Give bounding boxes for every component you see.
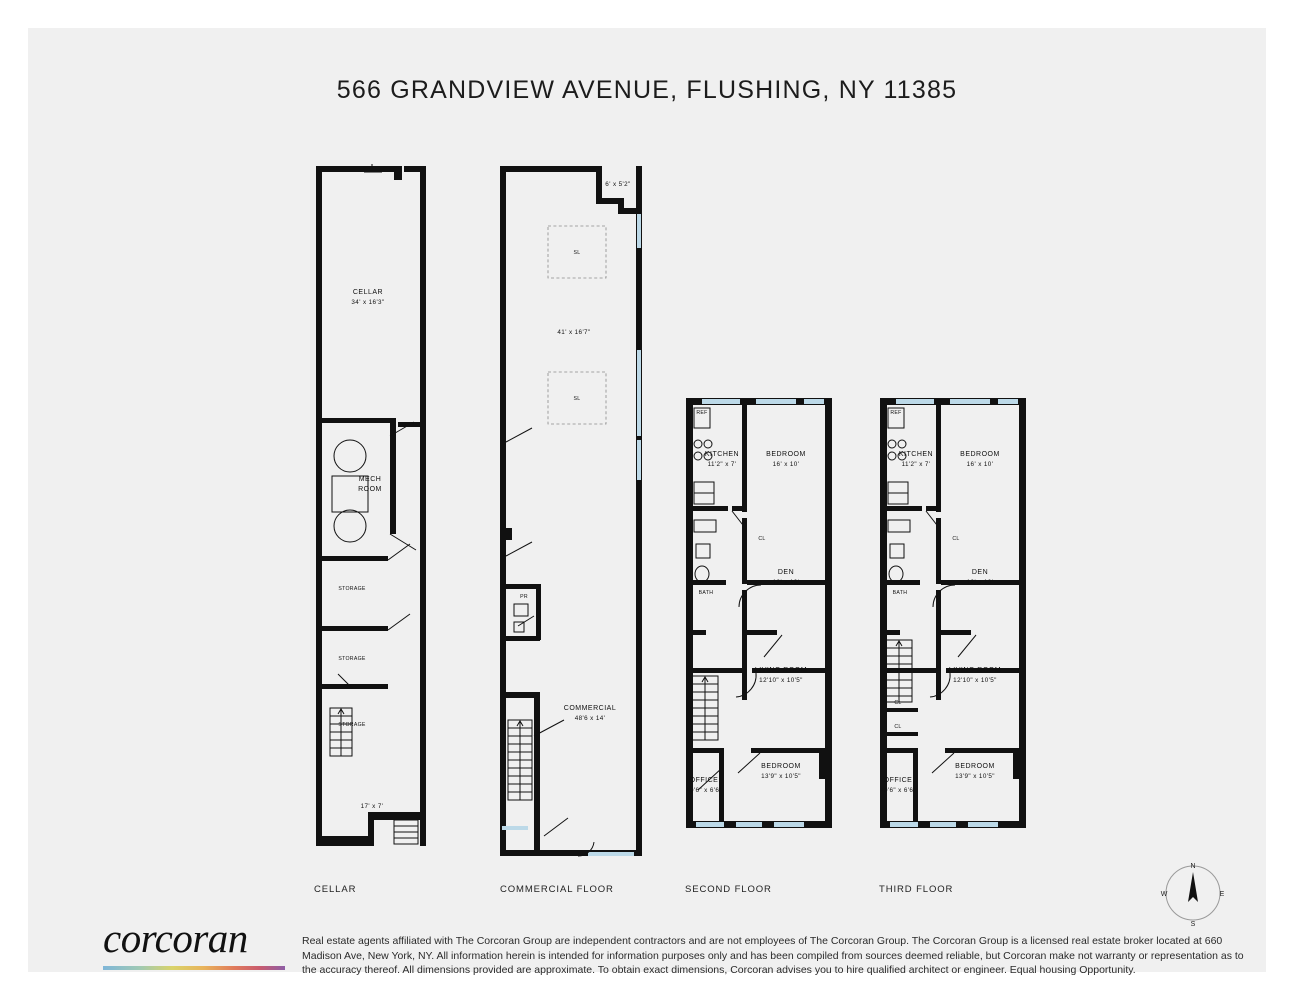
corcoran-logo [103, 915, 293, 970]
room-label: PR [520, 594, 528, 600]
room-dim: 10'6" x 6'6" [880, 787, 916, 794]
room-dim: 12' x 10' [772, 579, 800, 586]
room-dim: 41' x 16'7" [557, 329, 591, 336]
room-label: BATH [892, 590, 908, 596]
room-dim: 13'9" x 10'5" [761, 773, 801, 780]
floorplan-commercial [468, 136, 668, 876]
room-dim: 48'6 x 14' [574, 715, 606, 722]
room-label: STORAGE [338, 722, 366, 728]
floorplan-third [850, 368, 1030, 838]
compass-north: N [1190, 863, 1196, 870]
room-dim: 12'10" x 10'5" [953, 677, 997, 684]
room-dim: 34' x 16'3" [351, 299, 385, 306]
room-dim: 12'10" x 10'5" [759, 677, 803, 684]
room-label: CELLAR [352, 289, 384, 296]
room-label: SL [573, 396, 581, 402]
room-label: DEN [777, 569, 795, 576]
room-label: REF [890, 410, 902, 416]
room-label: LIVING ROOM [754, 667, 808, 674]
floorplan-second [656, 368, 836, 838]
page-title: 566 GRANDVIEW AVENUE, FLUSHING, NY 11385 [336, 76, 958, 104]
room-label: ROOM [358, 486, 382, 493]
room-label: OFFICE [689, 777, 719, 784]
room-label: CL [952, 536, 960, 542]
room-label: BEDROOM [761, 763, 801, 770]
floor-caption-commercial: COMMERCIAL FLOOR [500, 884, 614, 895]
room-label: CL [894, 724, 902, 730]
room-label: KITCHEN [704, 451, 740, 458]
room-label: KITCHEN [898, 451, 934, 458]
room-dim: 16' x 10' [772, 461, 800, 468]
room-label: CL [758, 536, 766, 542]
room-label: MECH [358, 476, 382, 483]
room-label: SL [573, 250, 581, 256]
room-label: BEDROOM [766, 451, 806, 458]
room-label: STORAGE [338, 586, 366, 592]
room-label: REF [696, 410, 708, 416]
floorplan-cellar [286, 136, 446, 846]
compass-east: E [1219, 891, 1225, 898]
disclaimer-text: Real estate agents affiliated with The Corcoran Group are independent contractors and are not employees of The Corcoran Group. The Corcoran Group is a licensed real estate broker located at 660 Madison Ave, New York, NY. All information herein is intended for information purposes only and has been compiled from sources deemed reliable, but Corcoran make not warranty or representation as to the accuracy thereof. All dimensions provided are approximate. To obtain exact dimensions, Corcoran advises you to hire qualified architect or engineer. Equal housing Opportunity. [302, 935, 1244, 976]
compass-rose [1156, 856, 1230, 930]
room-label: COMMERCIAL [563, 705, 617, 712]
room-label: BEDROOM [955, 763, 995, 770]
room-dim: 12' x 10' [966, 579, 994, 586]
room-dim: 6' x 5'2" [605, 181, 631, 188]
room-dim: 16' x 10' [966, 461, 994, 468]
room-label: STORAGE [338, 656, 366, 662]
floor-caption-cellar: CELLAR [314, 884, 357, 895]
floor-caption-third: THIRD FLOOR [879, 884, 954, 895]
room-label: LIVING ROOM [948, 667, 1002, 674]
room-label: BATH [698, 590, 714, 596]
room-label: CL [894, 700, 902, 706]
room-label: OFFICE [883, 777, 913, 784]
floorplan-sheet [28, 28, 1266, 976]
logo-color-bar [103, 966, 285, 970]
room-dim: 11'2" x 7' [707, 461, 737, 468]
floor-caption-second: SECOND FLOOR [685, 884, 772, 895]
room-dim: 13'9" x 10'5" [955, 773, 995, 780]
room-label: BEDROOM [960, 451, 1000, 458]
compass-south: S [1190, 921, 1196, 928]
room-dim: 17' x 7' [360, 803, 384, 810]
room-dim: 10'6" x 6'6" [686, 787, 722, 794]
room-dim: 11'2" x 7' [901, 461, 931, 468]
logo-wordmark: corcoran [103, 915, 248, 961]
compass-west: W [1160, 891, 1168, 898]
room-label: DEN [971, 569, 989, 576]
